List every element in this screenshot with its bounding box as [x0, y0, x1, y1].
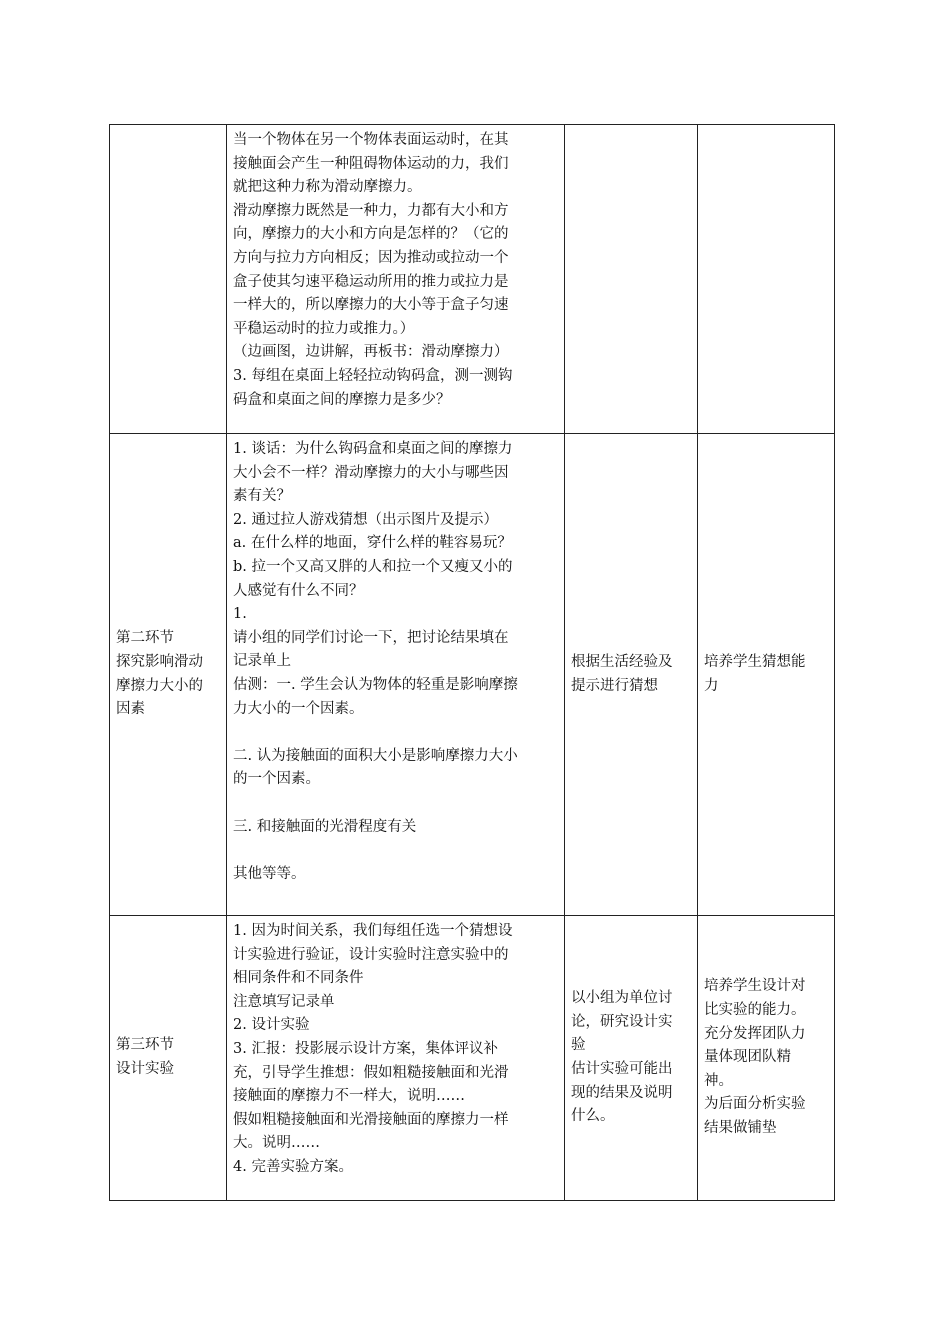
text-line: 1. 因为时间关系，我们每组任选一个猜想设	[233, 923, 513, 939]
text-line: 3. 汇报：投影展示设计方案，集体评议补	[233, 1040, 498, 1057]
stage-cell	[110, 916, 227, 1201]
text-line: 当一个物体在另一个物体表面运动时，在其	[233, 132, 509, 148]
text-line: 量体现团队精	[704, 1049, 791, 1066]
text-line: 比实验的能力。	[704, 1002, 806, 1019]
text-line: 验	[571, 1037, 586, 1054]
text-line: 1. 谈话：为什么钩码盒和桌面之间的摩擦力	[233, 441, 513, 457]
text-line: b. 拉一个又高又胖的人和拉一个又瘦又小的	[233, 558, 513, 575]
text-line: 2. 通过拉人游戏猜想（出示图片及提示）	[233, 511, 498, 528]
text-line: 其他等等。	[233, 865, 306, 882]
text-line: 4. 完善实验方案。	[233, 1158, 353, 1175]
text-line: 滑动摩擦力既然是一种力，力都有大小和方	[233, 202, 509, 219]
blank-line	[233, 792, 558, 816]
content-cell	[227, 434, 565, 916]
text-line: 码盒和桌面之间的摩擦力是多少？	[233, 391, 451, 408]
text-line: 假如粗糙接触面和光滑接触面的摩擦力一样	[233, 1111, 509, 1128]
table-row	[110, 916, 835, 1201]
text-line: 接触面的摩擦力不一样大，说明……	[233, 1088, 465, 1105]
text-line: 因素	[116, 701, 145, 718]
text-line: 1.	[233, 606, 247, 623]
text-line: 向，摩擦力的大小和方向是怎样的？（它的	[233, 226, 509, 243]
blank-line	[233, 721, 558, 745]
student-activity-cell	[565, 916, 698, 1201]
text-line: 根据生活经验及	[571, 653, 673, 670]
table-row	[110, 125, 835, 434]
content-cell	[227, 916, 565, 1201]
text-line: 相同条件和不同条件	[233, 970, 364, 987]
text-line: 大小会不一样？滑动摩擦力的大小与哪些因	[233, 464, 509, 481]
text-line: 的一个因素。	[233, 771, 320, 788]
text-line: 结果做铺垫	[704, 1119, 777, 1136]
content-cell	[227, 125, 565, 434]
text-line: 素有关？	[233, 488, 291, 505]
text-line: 论，研究设计实	[571, 1013, 673, 1030]
design-intent-cell	[698, 916, 835, 1201]
text-line: 记录单上	[233, 653, 291, 670]
text-line: 大。说明……	[233, 1135, 320, 1152]
design-intent-cell	[698, 125, 835, 434]
text-line: 第二环节	[116, 630, 174, 647]
text-line: 探究影响滑动	[116, 653, 203, 670]
text-line: 现的结果及说明	[571, 1084, 673, 1101]
student-activity-cell	[565, 434, 698, 916]
stage-cell	[110, 125, 227, 434]
design-intent-cell	[698, 434, 835, 916]
text-line: 计实验进行验证，设计实验时注意实验中的	[233, 946, 509, 963]
text-line: 请小组的同学们讨论一下，把讨论结果填在	[233, 629, 509, 646]
text-line: 三. 和接触面的光滑程度有关	[233, 818, 417, 835]
text-line: 力	[704, 677, 719, 694]
text-line: 为后面分析实验	[704, 1096, 806, 1113]
text-line: 方向与拉力方向相反；因为推动或拉动一个	[233, 249, 509, 266]
text-line: 注意填写记录单	[233, 993, 335, 1010]
text-line: 平稳运动时的拉力或推力。）	[233, 320, 415, 337]
text-line: 以小组为单位讨	[571, 990, 673, 1007]
text-line: 摩擦力大小的	[116, 677, 203, 694]
text-line: 一样大的，所以摩擦力的大小等于盒子匀速	[233, 297, 509, 314]
text-line: 3. 每组在桌面上轻轻拉动钩码盒，测一测钩	[233, 367, 513, 384]
text-line: 第三环节	[116, 1037, 174, 1054]
text-line: 培养学生猜想能	[704, 653, 806, 670]
text-line: 估计实验可能出	[571, 1061, 673, 1077]
text-line: 盒子使其匀速平稳运动所用的推力或拉力是	[233, 273, 509, 290]
text-line: 二. 认为接触面的面积大小是影响摩擦力大小	[233, 747, 518, 764]
student-activity-cell	[565, 125, 698, 434]
text-line: a. 在什么样的地面，穿什么样的鞋容易玩？	[233, 535, 512, 552]
text-line: 就把这种力称为滑动摩擦力。	[233, 179, 422, 196]
text-line: 提示进行猜想	[571, 677, 658, 694]
stage-cell	[110, 434, 227, 916]
text-line: 力大小的一个因素。	[233, 700, 364, 717]
text-line: 2. 设计实验	[233, 1017, 310, 1034]
table-row	[110, 434, 835, 916]
text-line: 充，引导学生推想：假如粗糙接触面和光滑	[233, 1064, 509, 1081]
blank-line	[233, 839, 558, 863]
text-line: 培养学生设计对	[704, 978, 806, 995]
text-line: 什么。	[571, 1108, 615, 1125]
text-line: 充分发挥团队力	[704, 1025, 806, 1042]
text-line: 估测：一. 学生会认为物体的轻重是影响摩擦	[233, 676, 518, 693]
text-line: 接触面会产生一种阻碍物体运动的力，我们	[233, 155, 509, 172]
lesson-plan-table	[109, 124, 835, 1201]
text-line: 设计实验	[116, 1061, 174, 1077]
text-line: 人感觉有什么不同？	[233, 582, 364, 599]
text-line: （边画图，边讲解，再板书：滑动摩擦力）	[233, 344, 509, 361]
text-line: 神。	[704, 1072, 733, 1089]
